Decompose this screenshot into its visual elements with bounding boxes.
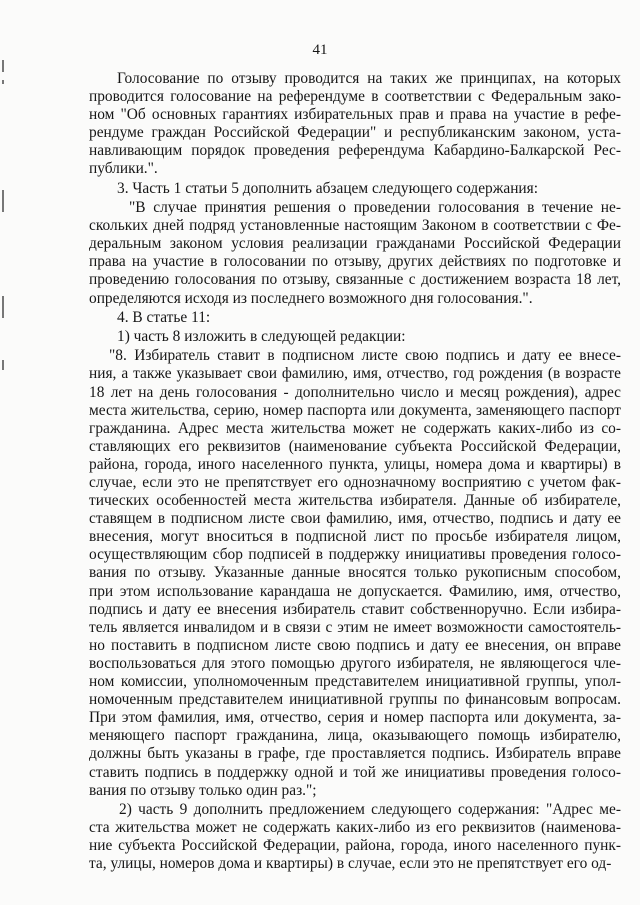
text-line: та, улицы, номеров дома и квартиры) в случае, если это не препятствует его од-	[89, 855, 612, 873]
text-line: рендуме граждан Российской Федерации" и республиканским законом, уста-	[89, 124, 621, 142]
scan-edge-marks	[2, 60, 4, 400]
text-line: публики.".	[89, 160, 158, 178]
text-line: права на участие в голосовании по отзыву, других действиях по подготовке и	[89, 253, 621, 271]
text-line: ста жительства может не содержать каких-либо из его реквизитов (наименова-	[89, 818, 621, 836]
text-line: номоченным представителем инициативной группы по финансовым вопросам.	[89, 691, 621, 709]
text-line: ставить подпись в поддержку одной и той же инициативы проведения голосо-	[89, 763, 621, 781]
text-line: ном "Об основных гарантиях избирательных прав и права на участие в рефе-	[89, 106, 621, 124]
text-line: проведению голосования по отзыву, связанные с достижением возраста 18 лет,	[89, 271, 621, 289]
text-line: вания по отзыву. Указанные данные вносятся только рукописным способом,	[89, 564, 621, 582]
text-line: При этом фамилия, имя, отчество, серия и номер паспорта или документа, за-	[89, 709, 621, 727]
text-line: воспользоваться для этого помощью другого избирателя, не являющегося чле-	[89, 654, 621, 672]
text-line: тель является инвалидом и в связи с этим не имеет возможности самостоятель-	[89, 618, 621, 636]
paragraph	[89, 347, 621, 799]
text-line: ние субъекта Российской Федерации, района, города, иного населенного пунк-	[89, 837, 621, 855]
text-line: случае, если это не препятствует его однозначному восприятию с учетом фак-	[89, 474, 621, 491]
paragraph	[89, 801, 621, 873]
text-line: ставящем в подписном листе свои фамилию, имя, отчество, подпись и дату ее	[89, 510, 621, 528]
paragraph	[89, 180, 621, 198]
text-line: Голосование по отзыву проводится на таких же принципах, на которых	[117, 70, 621, 87]
text-line: 1) часть 8 изложить в следующей редакции:	[117, 328, 406, 346]
text-line: вания по отзыву только один раз.";	[89, 781, 317, 799]
text-line: гражданина. Адрес места жительства может не содержать каких-либо из со-	[89, 419, 621, 437]
paragraph	[89, 309, 621, 327]
text-line: меняющего паспорт гражданина, лица, оказывающего помощь избирателю,	[89, 727, 621, 745]
page-number: 41	[312, 42, 328, 58]
text-line: района, города, иного населенного пункта, улицы, номера дома и квартиры) в	[89, 455, 621, 473]
document-body	[89, 70, 621, 874]
text-line: внесения, могут вноситься в подписной лист по просьбе избирателя лицом,	[89, 528, 621, 546]
text-line: подпись и дату ее внесения избиратель ставит собственноручно. Если избира-	[89, 600, 621, 618]
paragraph	[89, 328, 621, 346]
text-line: ном комиссии, уполномоченным представителем инициативной группы, упол-	[89, 673, 621, 691]
text-line: осуществляющим сбор подписей в поддержку инициативы проведения голосо-	[89, 546, 621, 564]
text-line: 2) часть 9 дополнить предложением следующего содержания: "Адрес ме-	[119, 800, 621, 818]
text-line: скольких дней подряд установленные настоящим Законом в соответствии с Фе-	[89, 217, 621, 235]
paragraph	[89, 199, 621, 308]
text-line: навливающим порядок проведения референдума Кабардино-Балкарской Рес-	[89, 142, 621, 160]
text-line: тических особенностей места жительства избирателя. Данные об избирателе,	[89, 492, 621, 510]
text-line: определяются исходя из последнего возможного дня голосования.".	[89, 289, 533, 307]
text-line: деральным законом условия реализации гражданами Российской Федерации	[89, 235, 621, 253]
text-line: ставляющих его реквизитов (наименование субъекта Российской Федерации,	[89, 437, 621, 455]
text-line: 18 лет на день голосования - дополнительно число и месяц рождения), адрес	[89, 383, 621, 401]
paragraph	[89, 70, 621, 179]
text-line: "8. Избиратель ставит в подписном листе свою подпись и дату ее внесе-	[109, 347, 621, 365]
text-line: при этом использование карандаша не допускается. Фамилию, имя, отчество,	[89, 582, 621, 600]
text-line: ния, а также указывает свои фамилию, имя, отчество, год рождения (в возрасте	[89, 365, 621, 383]
text-line: 4. В статье 11:	[117, 308, 211, 326]
text-line: но поставить в подписном листе свою подпись и дату ее внесения, он вправе	[89, 636, 621, 654]
text-line: "В случае принятия решения о проведении голосования в течение не-	[129, 199, 621, 217]
text-line: 3. Часть 1 статьи 5 дополнить абзацем следующего содержания:	[117, 179, 539, 197]
text-line: места жительства, серию, номер паспорта или документа, заменяющего паспорт	[89, 401, 621, 419]
text-line: должны быть указаны в графе, где проставляется подпись. Избиратель вправе	[89, 745, 621, 763]
text-line: проводится голосование на референдуме в соответствии с Федеральным зако-	[89, 88, 621, 106]
